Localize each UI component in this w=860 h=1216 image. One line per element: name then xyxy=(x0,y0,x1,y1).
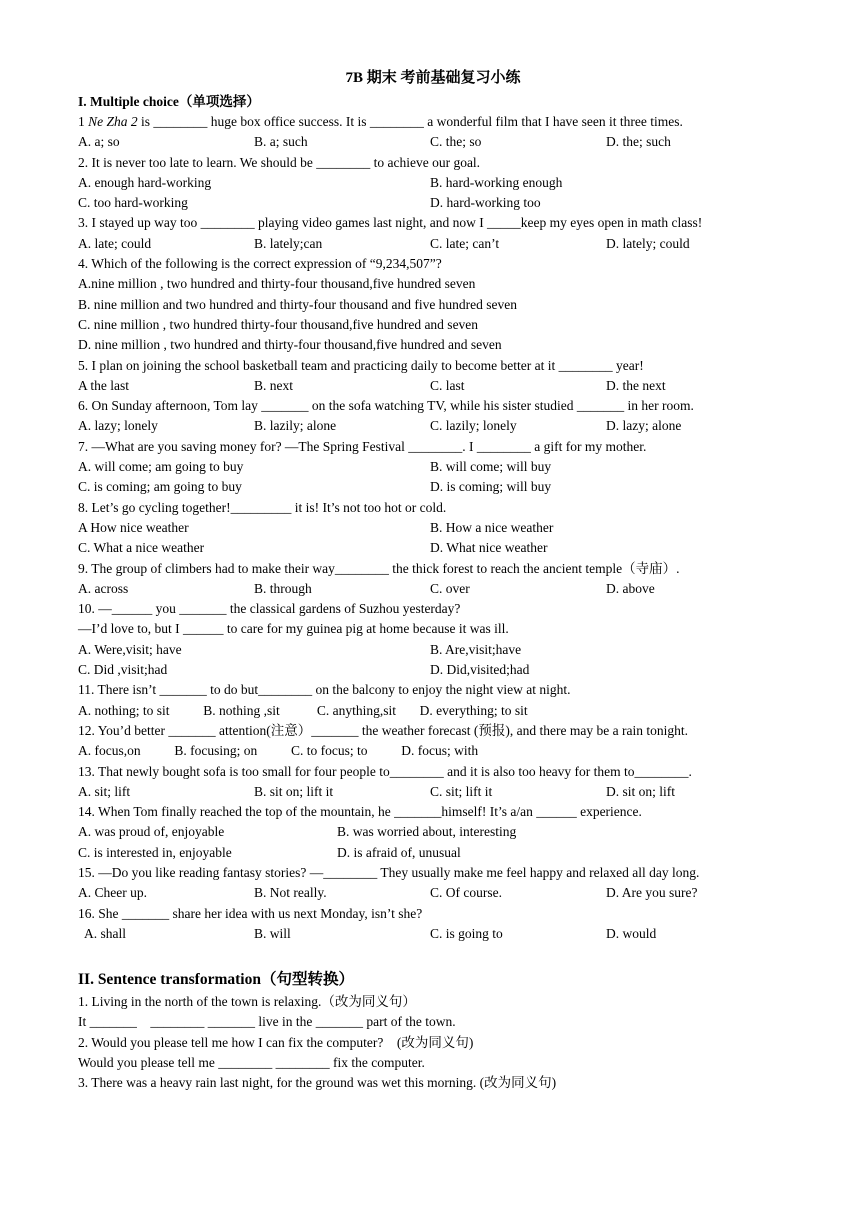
question-item xyxy=(78,762,788,803)
option-choice: A. Were,visit; have xyxy=(78,641,182,657)
option-choice: C. anything,sit xyxy=(316,702,420,718)
option-choice: B. Not really. xyxy=(254,885,327,901)
option-choice: B. lazily; alone xyxy=(254,418,337,434)
options-row xyxy=(78,477,788,497)
option-choice: D. What nice weather xyxy=(430,540,548,556)
option-choice: A. focus,on xyxy=(78,743,175,759)
question-item xyxy=(78,599,788,680)
options-row xyxy=(78,376,788,396)
options-row xyxy=(78,173,788,193)
option-choice: D. nine million , two hundred and thirty-four thousand,five hundred and seven xyxy=(78,337,502,353)
question-item xyxy=(78,904,788,945)
options-row xyxy=(78,782,788,802)
option-choice: D. hard-working too xyxy=(430,195,541,211)
options-row xyxy=(78,640,788,660)
option-choice: B. next xyxy=(254,377,293,393)
option-choice: A. across xyxy=(78,580,129,596)
options-row xyxy=(78,660,788,680)
question-stem: 14. When Tom finally reached the top of the mountain, he _______himself! It’s a/an ______ experience. xyxy=(78,804,642,820)
option-choice: B. nothing ,sit xyxy=(203,702,317,718)
option-choice: B. was worried about, interesting xyxy=(337,824,517,840)
film-title: Ne Zha 2 xyxy=(88,114,138,129)
options-row xyxy=(78,538,788,558)
transformation-line: It _______ ________ _______ live in the _______ part of the town. xyxy=(78,1014,456,1030)
question-item xyxy=(78,863,788,904)
question-item xyxy=(78,802,788,863)
section-heading-multiple-choice: I. Multiple choice（单项选择） xyxy=(78,94,260,109)
question-item xyxy=(78,498,788,559)
options-row xyxy=(78,701,788,721)
question-stem: 9. The group of climbers had to make their way________ the thick forest to reach the ancient temple（寺庙）. xyxy=(78,560,680,576)
multiple-choice-list xyxy=(78,112,788,944)
question-item xyxy=(78,356,788,397)
options-row xyxy=(78,579,788,599)
question-stem: 7. —What are you saving money for? —The Spring Festival ________. I ________ a gift for my mother. xyxy=(78,438,647,454)
option-choice: C. last xyxy=(430,377,465,393)
question-stem: 12. You’d better _______ attention(注意）_______ the weather forecast (预报), and there may be a rain tonight. xyxy=(78,722,688,738)
question-stem: 15. —Do you like reading fantasy stories? —________ They usually make me feel happy and relaxed all day long. xyxy=(78,864,700,880)
question-item xyxy=(78,213,788,254)
option-choice: C. too hard-working xyxy=(78,195,188,211)
option-choice: C. sit; lift it xyxy=(430,783,493,799)
option-choice: C. the; so xyxy=(430,134,482,150)
option-choice: D. lazy; alone xyxy=(606,418,682,434)
option-choice: C. Did ,visit;had xyxy=(78,662,168,678)
option-choice: B. will xyxy=(254,925,291,941)
question-stem: 13. That newly bought sofa is too small for four people to________ and it is also too heavy for them to________. xyxy=(78,763,692,779)
question-item xyxy=(78,112,788,153)
options-row xyxy=(78,741,788,761)
option-choice: C. is coming; am going to buy xyxy=(78,479,242,495)
question-stem: 11. There isn’t _______ to do but________ on the balcony to enjoy the night view at night. xyxy=(78,682,571,698)
option-choice: B. hard-working enough xyxy=(430,174,563,190)
option-choice: D. is afraid of, unusual xyxy=(337,844,461,860)
option-choice: C. nine million , two hundred thirty-four thousand,five hundred and seven xyxy=(78,316,479,332)
option-choice: A. shall xyxy=(78,925,127,941)
option-choice: A. Cheer up. xyxy=(78,885,147,901)
question-item xyxy=(78,721,788,762)
option-choice: A. late; could xyxy=(78,235,152,251)
option-choice: D. Did,visited;had xyxy=(430,662,530,678)
question-stem: 5. I plan on joining the school basketball team and practicing daily to become better at it ________ year! xyxy=(78,357,644,373)
section-heading-sentence-transformation: II. Sentence transformation（句型转换） xyxy=(78,971,354,989)
option-choice: D. is coming; will buy xyxy=(430,479,552,495)
option-choice: A How nice weather xyxy=(78,519,189,535)
option-choice: A. enough hard-working xyxy=(78,174,212,190)
option-choice: B. a; such xyxy=(254,134,308,150)
option-choice: B. focusing; on xyxy=(174,743,291,759)
question-stem: 6. On Sunday afternoon, Tom lay _______ on the sofa watching TV, while his sister studied _______ in her room. xyxy=(78,398,694,414)
option-choice: B. nine million and two hundred and thirty-four thousand and five hundred seven xyxy=(78,296,518,312)
option-choice: A. sit; lift xyxy=(78,783,131,799)
option-choice: D. sit on; lift xyxy=(606,783,676,799)
question-stem: 8. Let’s go cycling together!_________ it is! It’s not too hot or cold. xyxy=(78,499,447,515)
option-choice: C. What a nice weather xyxy=(78,540,205,556)
sentence-transformation-list xyxy=(78,992,788,1093)
question-stem: 1 Ne Zha 2 is ________ huge box office success. It is ________ a wonderful film that I have seen it three times. xyxy=(78,114,683,129)
option-choice: D. the; such xyxy=(606,134,671,150)
option-choice: C. lazily; lonely xyxy=(430,418,517,434)
question-stem: 4. Which of the following is the correct expression of “9,234,507”? xyxy=(78,256,442,272)
transformation-line: 3. There was a heavy rain last night, for the ground was wet this morning. (改为同义句) xyxy=(78,1075,557,1091)
options-row xyxy=(78,843,788,863)
option-choice: B. How a nice weather xyxy=(430,519,554,535)
option-choice: B. sit on; lift it xyxy=(254,783,334,799)
option-choice: D. Are you sure? xyxy=(606,885,698,901)
page-title: 7B 期末 考前基础复习小练 xyxy=(345,70,521,86)
option-choice: C. is interested in, enjoyable xyxy=(78,844,232,860)
question-stem: 2. It is never too late to learn. We should be ________ to achieve our goal. xyxy=(78,154,481,170)
option-choice: B. Are,visit;have xyxy=(430,641,522,657)
question-stem: 16. She _______ share her idea with us next Monday, isn’t she? xyxy=(78,905,423,921)
option-choice: A. will come; am going to buy xyxy=(78,459,244,475)
question-stem: 3. I stayed up way too ________ playing video games last night, and now I _____keep my eyes open in math class! xyxy=(78,215,703,231)
option-choice: A. lazy; lonely xyxy=(78,418,158,434)
options-row xyxy=(78,234,788,254)
question-item xyxy=(78,396,788,437)
option-choice: A the last xyxy=(78,377,129,393)
option-choice: A. a; so xyxy=(78,134,120,150)
option-choice: D. focus; with xyxy=(401,743,479,759)
option-choice: A. was proud of, enjoyable xyxy=(78,824,225,840)
option-choice: D. the next xyxy=(606,377,666,393)
options-row xyxy=(78,132,788,152)
option-choice: B. will come; will buy xyxy=(430,459,552,475)
options-row xyxy=(78,883,788,903)
options-row xyxy=(78,193,788,213)
transformation-line: 1. Living in the north of the town is relaxing.（改为同义句） xyxy=(78,994,416,1010)
option-choice: D. above xyxy=(606,580,655,596)
option-choice: A. nothing; to sit xyxy=(78,702,204,718)
options-row xyxy=(78,518,788,538)
options-row xyxy=(78,924,788,944)
question-item xyxy=(78,559,788,600)
question-item xyxy=(78,153,788,214)
option-choice: D. lately; could xyxy=(606,235,690,251)
options-row xyxy=(78,822,788,842)
worksheet-page xyxy=(78,66,788,1094)
question-stem: 10. —______ you _______ the classical gardens of Suzhou yesterday? xyxy=(78,601,461,617)
options-row xyxy=(78,416,788,436)
question-item xyxy=(78,254,788,355)
question-item xyxy=(78,437,788,498)
option-choice: B. through xyxy=(254,580,312,596)
option-choice: D. would xyxy=(606,925,657,941)
option-choice: B. lately;can xyxy=(254,235,323,251)
option-choice: C. Of course. xyxy=(430,885,502,901)
option-choice: C. to focus; to xyxy=(291,743,402,759)
option-choice: C. is going to xyxy=(430,925,503,941)
option-choice: D. everything; to sit xyxy=(419,702,528,718)
option-choice: C. late; can’t xyxy=(430,235,500,251)
option-choice: A.nine million , two hundred and thirty-four thousand,five hundred seven xyxy=(78,276,476,292)
transformation-line: 2. Would you please tell me how I can fix the computer? (改为同义句) xyxy=(78,1034,474,1050)
transformation-line: Would you please tell me ________ ________ fix the computer. xyxy=(78,1055,425,1071)
option-choice: C. over xyxy=(430,580,470,596)
options-row xyxy=(78,457,788,477)
question-item xyxy=(78,680,788,721)
question-stem-line2: —I’d love to, but I ______ to care for my guinea pig at home because it was ill. xyxy=(78,621,509,637)
